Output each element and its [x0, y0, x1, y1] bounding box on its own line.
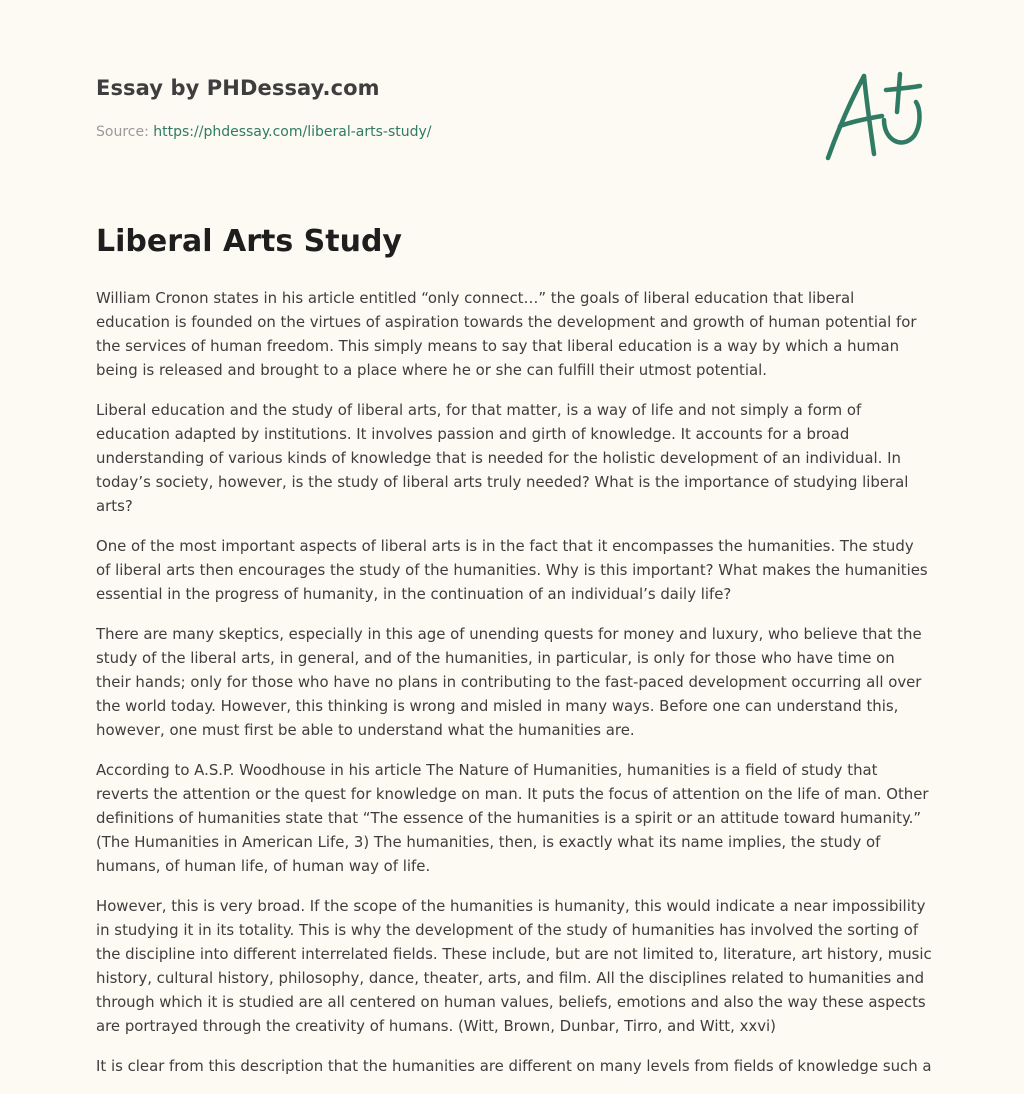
source-label: Source:	[96, 124, 149, 140]
essay-body	[96, 286, 932, 1094]
site-title: Essay by PHDessay.com	[96, 76, 380, 100]
paragraph: One of the most important aspects of liberal arts is in the fact that it encompasses the humanities. The study of liberal arts then encourages the study of the humanities. Why is this important? What makes the humanities essential in the progress of humanity, in the continuation of an individual’s daily life?	[96, 537, 928, 603]
essay-title: Liberal Arts Study	[96, 224, 402, 259]
paragraph: However, this is very broad. If the scope of the humanities is humanity, this would indicate a near impossibility in studying it in its totality. This is why the development of the study of humanities has involved the sorting of the discipline into different interrelated fields. These include, but are not limited to, literature, art history, music history, cultural history, philosophy, dance, theater, arts, and film. All the disciplines related to humanities and through which it is studied are all centered on human values, beliefs, emotions and also the way these aspects are portrayed through the creativity of humans. (Witt, Brown, Dunbar, Tirro, and Witt, xxvi)	[96, 897, 932, 1035]
paragraph: William Cronon states in his article entitled “only connect…” the goals of liberal education that liberal education is founded on the virtues of aspiration towards the development and growth of human potential for the services of human freedom. This simply means to say that liberal education is a way by which a human being is released and brought to a place where he or she can fulfill their utmost potential.	[96, 289, 917, 379]
source-line	[96, 124, 432, 140]
a-plus-grade-icon	[824, 66, 928, 166]
source-link[interactable]: https://phdessay.com/liberal-arts-study/	[153, 124, 432, 140]
paragraph: Liberal education and the study of liberal arts, for that matter, is a way of life and not simply a form of education adapted by institutions. It involves passion and girth of knowledge. It accounts for a broad understanding of various kinds of knowledge that is needed for the holistic development of an individual. In today’s society, however, is the study of liberal arts truly needed? What is the importance of studying liberal arts?	[96, 401, 909, 515]
paragraph: According to A.S.P. Woodhouse in his article The Nature of Humanities, humanities is a field of study that reverts the attention or the quest for knowledge on man. It puts the focus of attention on the life of man. Other definitions of humanities state that “The essence of the humanities is a spirit or an attitude toward humanity.” (The Humanities in American Life, 3) The humanities, then, is exactly what its name implies, the study of humans, of human life, of human way of life.	[96, 761, 929, 875]
paragraph: There are many skeptics, especially in this age of unending quests for money and luxury, who believe that the study of the liberal arts, in general, and of the humanities, in particular, is only for those who have time on their hands; only for those who have no plans in contributing to the fast-paced development occurring all over the world today. However, this thinking is wrong and misled in many ways. Before one can understand this, however, one must first be able to understand what the humanities are.	[96, 625, 922, 739]
paragraph: It is clear from this description that the humanities are different on many levels from fields of knowledge such a	[96, 1057, 932, 1075]
